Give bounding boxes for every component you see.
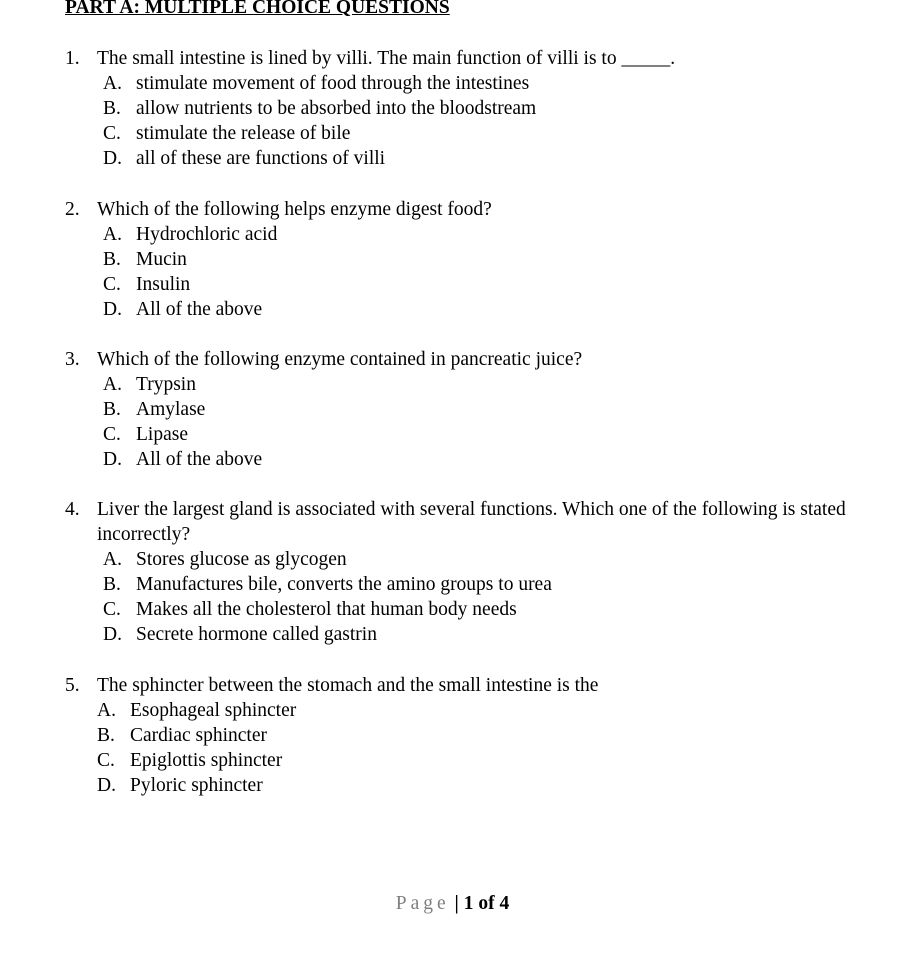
option-a: A. Trypsin <box>103 374 196 395</box>
option-a: A. stimulate movement of food through the intestines <box>103 73 530 94</box>
option-b: B. Mucin <box>103 249 187 270</box>
question-number: 2. <box>65 199 80 220</box>
option-d: D. all of these are functions of villi <box>103 148 386 169</box>
question-text: The small intestine is lined by villi. The main function of villi is to _____. <box>97 48 676 69</box>
option-c: C. Makes all the cholesterol that human body needs <box>103 599 517 620</box>
option-c: C. Epiglottis sphincter <box>97 750 283 771</box>
question-text: The sphincter between the stomach and the small intestine is the <box>97 675 599 696</box>
question-number: 1. <box>65 48 80 69</box>
question-5 <box>65 673 880 798</box>
question-1 <box>65 46 880 171</box>
option-d: D. Pyloric sphincter <box>97 775 263 796</box>
option-c: C. Insulin <box>103 274 191 295</box>
option-d: D. All of the above <box>103 299 263 320</box>
question-3 <box>65 347 880 472</box>
page-footer <box>0 893 905 915</box>
question-4 <box>65 497 880 647</box>
page-count: 1 of 4 <box>463 893 510 914</box>
question-number: 3. <box>65 349 80 370</box>
question-text: Liver the largest gland is associated with several functions. Which one of the following is stated incorrectly? <box>97 499 846 545</box>
question-text: Which of the following helps enzyme digest food? <box>97 199 492 220</box>
option-a: A. Esophageal sphincter <box>97 700 297 721</box>
page-label: Page <box>395 893 450 914</box>
option-b: B. Manufactures bile, converts the amino groups to urea <box>103 574 552 595</box>
section-title: PART A: MULTIPLE CHOICE QUESTIONS <box>65 0 450 18</box>
option-a: A. Stores glucose as glycogen <box>103 549 347 570</box>
option-d: D. All of the above <box>103 449 263 470</box>
question-number: 5. <box>65 675 80 696</box>
question-number: 4. <box>65 499 80 520</box>
option-b: B. allow nutrients to be absorbed into the bloodstream <box>103 98 537 119</box>
option-c: C. stimulate the release of bile <box>103 123 351 144</box>
option-b: B. Amylase <box>103 399 206 420</box>
question-text: Which of the following enzyme contained in pancreatic juice? <box>97 349 583 370</box>
option-b: B. Cardiac sphincter <box>97 725 267 746</box>
question-2 <box>65 197 880 322</box>
option-a: A. Hydrochloric acid <box>103 224 278 245</box>
option-c: C. Lipase <box>103 424 188 445</box>
option-d: D. Secrete hormone called gastrin <box>103 624 377 645</box>
page-separator: | <box>454 893 459 914</box>
